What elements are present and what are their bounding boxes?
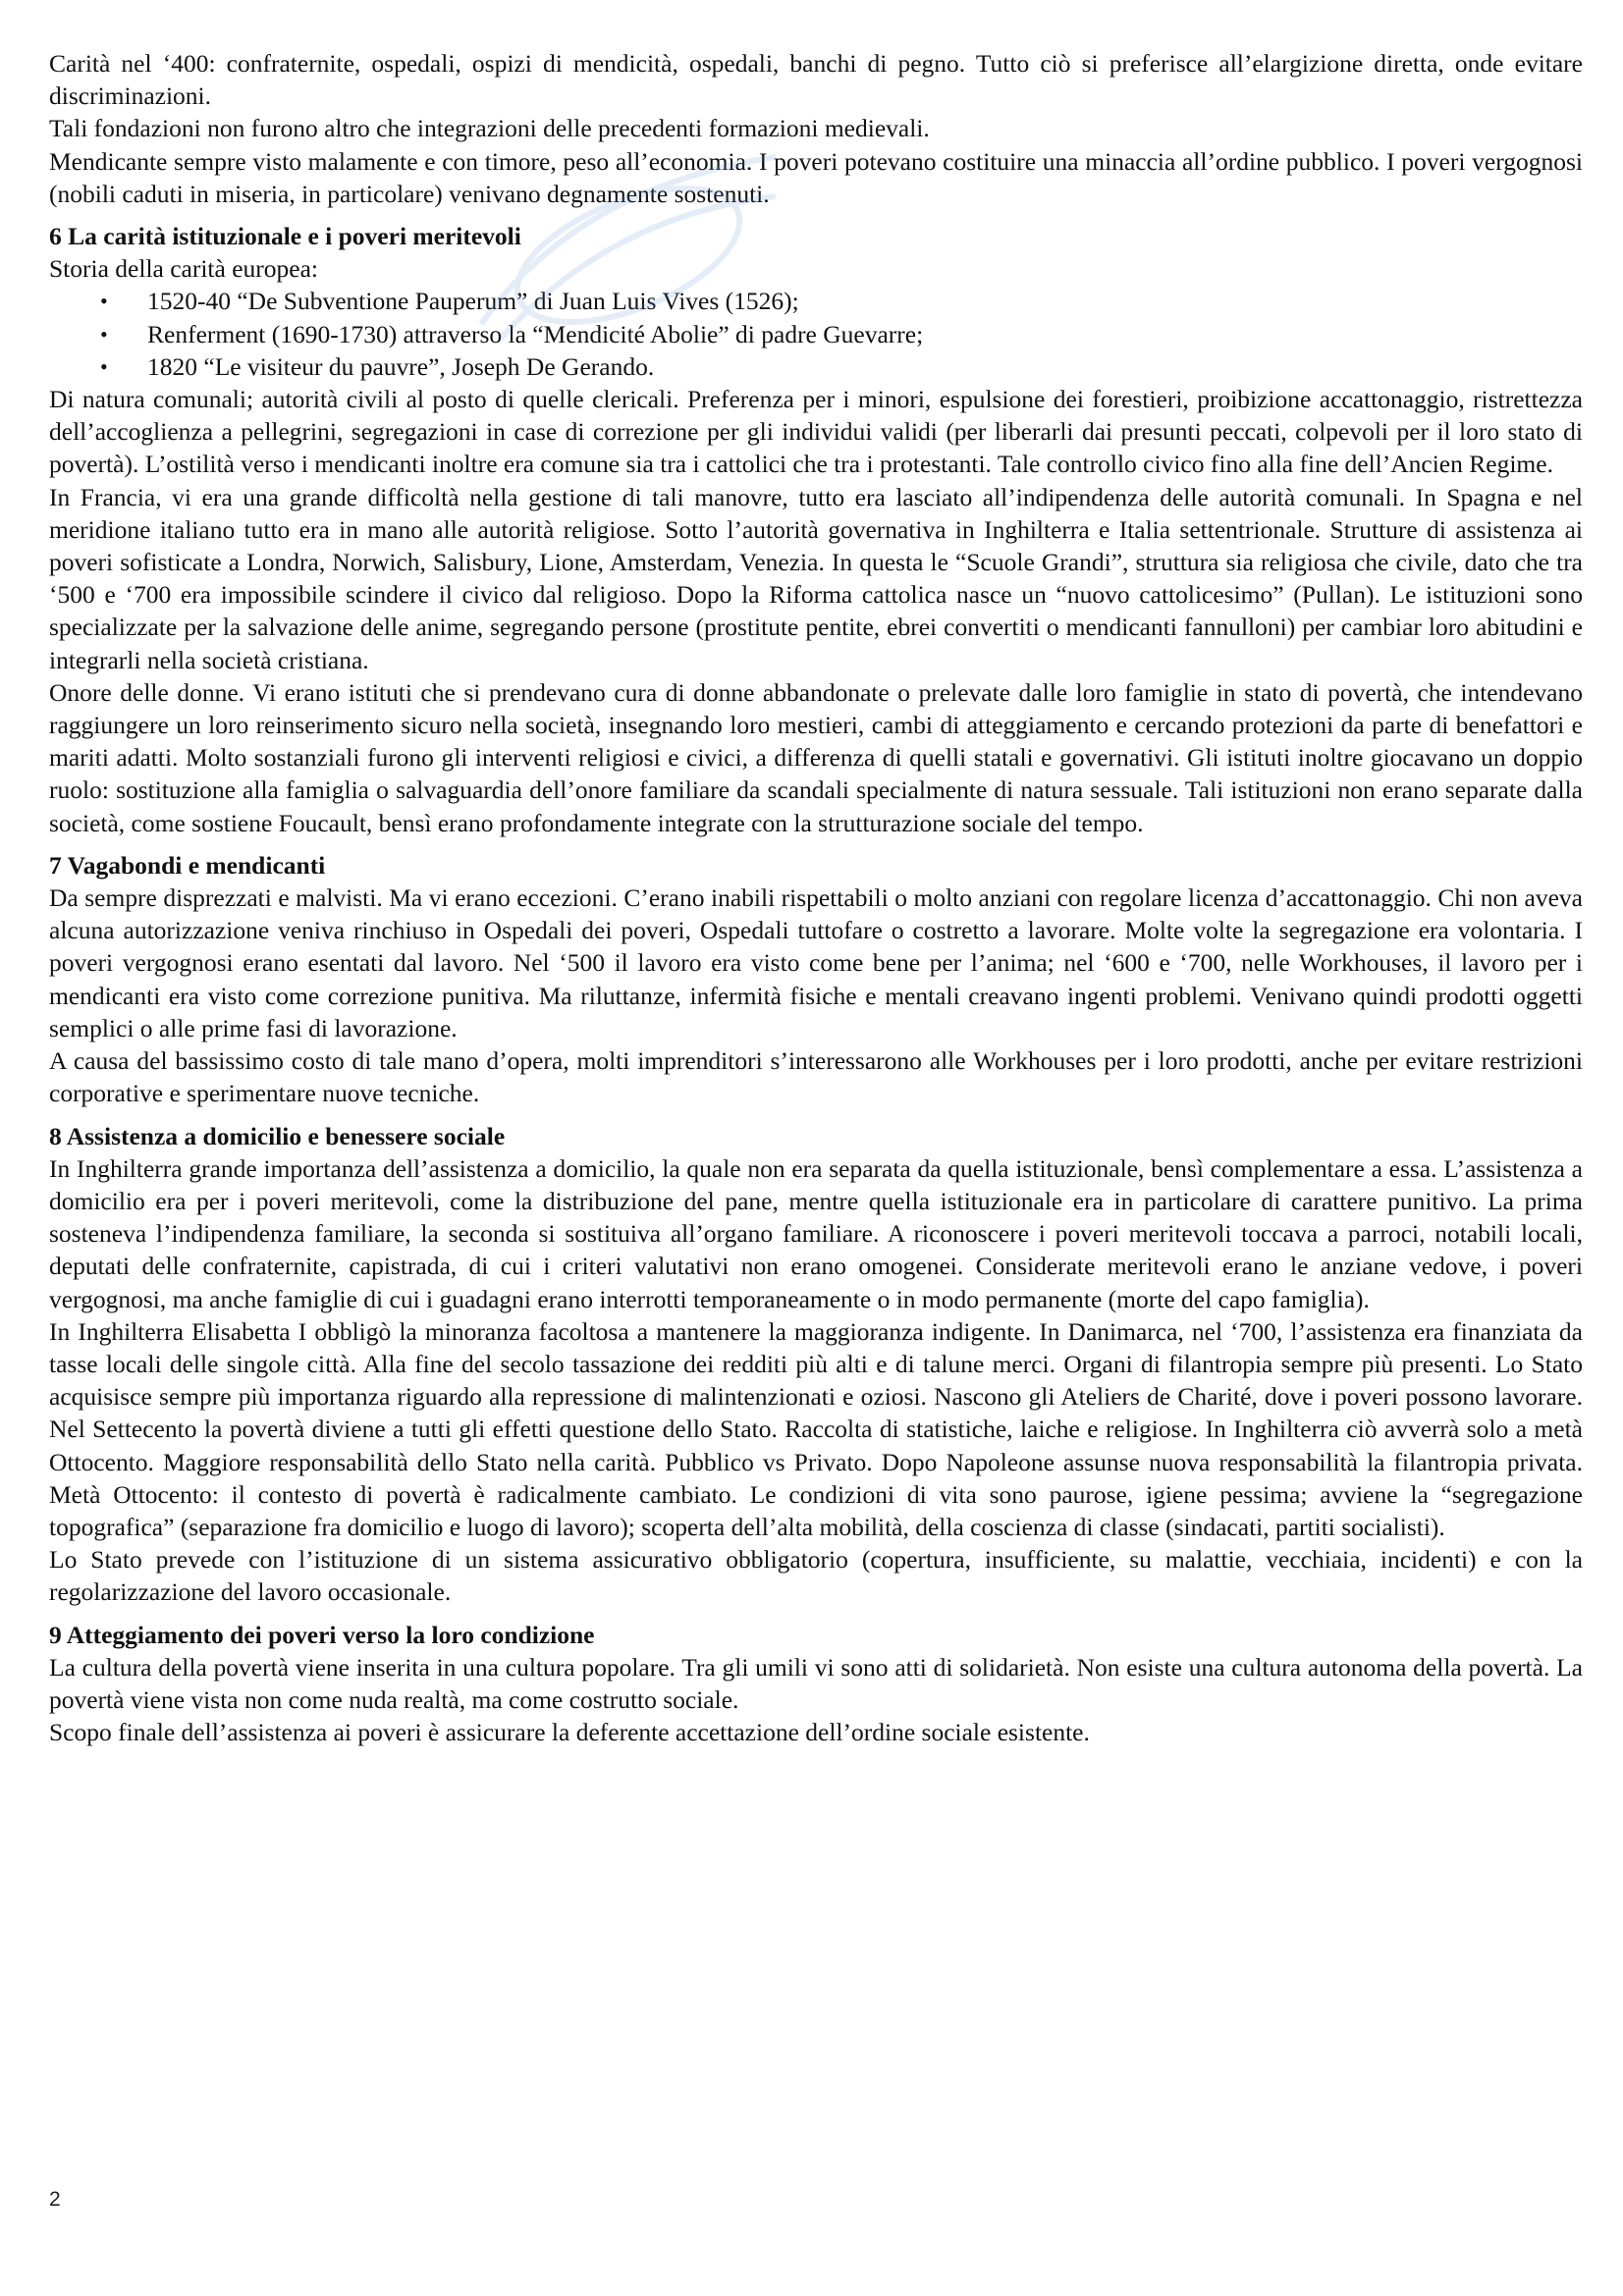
bullet-icon: • [100, 353, 108, 379]
list-item-text: 1820 “Le visiteur du pauvre”, Joseph De Gerando. [147, 351, 655, 381]
document-page [49, 47, 1583, 1748]
list-item-text: Renferment (1690-1730) attraverso la “Mendicité Abolie” di padre Guevarre; [147, 319, 924, 348]
section-9-heading: 9 Atteggiamento dei poveri verso la loro condizione [49, 1620, 595, 1649]
bullet-icon: • [100, 321, 108, 347]
page-number: 2 [49, 2188, 61, 2211]
list-item-text: 1520-40 “De Subventione Pauperum” di Juan Luis Vives (1526); [147, 287, 799, 316]
section-9-paragraph-1: La cultura della povertà viene inserita in una cultura popolare. Tra gli umili vi sono atti di solidarietà. Non esiste una cultura autonoma della povertà. La povertà viene vista non come nuda realtà, ma come costrutto sociale. [49, 1652, 1583, 1714]
section-8-paragraph-1: In Inghilterra grande importanza dell’assistenza a domicilio, la quale non era separata da quella istituzionale, bensì complementare a essa. L’assistenza a domicilio era per i poveri meritevoli, come la distribuzione del pane, mentre quella istituzionale era in particolare di carattere punitivo. La prima sosteneva l’indipendenza familiare, la seconda si sostituiva all’organo familiare. A riconoscere i poveri meritevoli toccava a parroci, notabili locali, deputati delle confraternite, capistrada, di cui i criteri valutativi non erano omogenei. Considerate meritevoli erano le anziane vedove, i poveri vergognosi, ma anche famiglie di cui i guadagni erano interrotti temporaneamente o in modo permanente (morte del capo famiglia). [49, 1153, 1583, 1313]
section-6-bullet-list [49, 285, 1583, 383]
list-item [49, 285, 1583, 317]
section-7-paragraph-1: Da sempre disprezzati e malvisti. Ma vi erano eccezioni. C’erano inabili rispettabili o molto anziani con regolare licenza d’accattonaggio. Chi non aveva alcuna autorizzazione veniva rinchiuso in Ospedali dei poveri, Ospedali tuttofare o costretto a lavorare. Molte volte la segregazione era volontaria. I poveri vergognosi erano esentati dal lavoro. Nel ‘500 il lavoro era visto come bene per l’anima; nel ‘600 e ‘700, nelle Workhouses, il lavoro per i mendicanti era visto come correzione punitiva. Ma riluttanze, infermità fisiche e mentali creavano ingenti problemi. Venivano quindi prodotti oggetti semplici o alle prime fasi di lavorazione. [49, 883, 1583, 1042]
section-7-paragraph-2: A causa del bassissimo costo di tale mano d’opera, molti imprenditori s’interessarono alle Workhouses per i loro prodotti, anche per evitare restrizioni corporative e sperimentare nuove tecniche. [49, 1046, 1583, 1108]
section-6-intro: Storia della carità europea: [49, 254, 318, 284]
bullet-icon: • [100, 289, 108, 314]
list-item [49, 318, 1583, 350]
section-6-paragraph-1: Di natura comunali; autorità civili al posto di quelle clericali. Preferenza per i minori, espulsione dei forestieri, proibizione accattonaggio, ristrettezza dell’accoglienza a pellegrini, segregazioni in case di correzione per gli individui validi (per liberarli dai presunti peccati, colpevoli per il loro stato di povertà). L’ostilità verso i mendicanti inoltre era comune sia tra i cattolici che tra i protestanti. Tale controllo civico fino alla fine dell’Ancien Regime. [49, 385, 1583, 479]
section-7-heading: 7 Vagabondi e mendicanti [49, 850, 326, 880]
section-9-paragraph-2: Scopo finale dell’assistenza ai poveri è assicurare la deferente accettazione dell’ordine sociale esistente. [49, 1718, 1090, 1747]
intro-paragraph-2: Tali fondazioni non furono altro che integrazioni delle precedenti formazioni medievali. [49, 114, 930, 143]
section-6-paragraph-2: In Francia, vi era una grande difficoltà nella gestione di tali manovre, tutto era lasciato all’indipendenza delle autorità comunali. In Spagna e nel meridione italiano tutto era in mano alle autorità religiose. Sotto l’autorità governativa in Inghilterra e Italia settentrionale. Strutture di assistenza ai poveri sofisticate a Londra, Norwich, Salisbury, Lione, Amsterdam, Venezia. In questa le “Scuole Grandi”, struttura sia religiosa che civile, dato che tra ‘500 e ‘700 era impossibile scindere il civico dal religioso. Dopo la Riforma cattolica nasce un “nuovo cattolicesimo” (Pullan). Le istituzioni sono specializzate per la salvazione delle anime, segregando persone (prostitute pentite, ebrei convertiti o mendicanti fannulloni) per cambiar loro abitudini e integrarli nella società cristiana. [49, 482, 1583, 674]
section-6-paragraph-3: Onore delle donne. Vi erano istituti che si prendevano cura di donne abbandonate o prelevate dalle loro famiglie in stato di povertà, che intendevano raggiungere un loro reinserimento sicuro nella società, insegnando loro mestieri, cambi di atteggiamento e cercando protezioni da parte di benefattori e mariti adatti. Molto sostanziali furono gli interventi religiosi e civici, a differenza di quelli statali e governativi. Gli istituti inoltre giocavano un doppio ruolo: sostituzione alla famiglia o salvaguardia dell’onore familiare da scandali specialmente di natura sessuale. Tali istituzioni non erano separate dalla società, come sostiene Foucault, bensì erano profondamente integrate con la strutturazione sociale del tempo. [49, 677, 1583, 837]
section-8-heading: 8 Assistenza a domicilio e benessere sociale [49, 1121, 506, 1150]
list-item [49, 350, 1583, 383]
section-8-paragraph-2: In Inghilterra Elisabetta I obbligò la minoranza facoltosa a mantenere la maggioranza indigente. In Danimarca, nel ‘700, l’assistenza era finanziata da tasse locali delle singole città. Alla fine del secolo tassazione dei redditi più alti e di talune merci. Organi di filantropia sempre più presenti. Lo Stato acquisisce sempre più importanza riguardo alla repressione di malintenzionati e oziosi. Nascono gli Ateliers de Charité, dove i poveri possono lavorare. Nel Settecento la povertà diviene a tutti gli effetti questione dello Stato. Raccolta di statistiche, laiche e religiose. In Inghilterra ciò avverrà solo a metà Ottocento. Maggiore responsabilità dello Stato nella carità. Pubblico vs Privato. Dopo Napoleone assunse nuova responsabilità la filantropia privata. Metà Ottocento: il contesto di povertà è radicalmente cambiato. Le condizioni di vita sono paurose, igiene pessima; avviene la “segregazione topografica” (separazione fra domicilio e luogo di lavoro); scoperta dell’alta mobilità, della coscienza di classe (sindacati, partiti socialisti). [49, 1316, 1583, 1541]
intro-paragraph-3: Mendicante sempre visto malamente e con timore, peso all’economia. I poveri potevano costituire una minaccia all’ordine pubblico. I poveri vergognosi (nobili caduti in miseria, in particolare) venivano degnamente sostenuti. [49, 146, 1583, 208]
section-8-paragraph-3: Lo Stato prevede con l’istituzione di un sistema assicurativo obbligatorio (copertura, insufficiente, su malattie, vecchiaia, incidenti) e con la regolarizzazione del lavoro occasionale. [49, 1545, 1583, 1607]
intro-paragraph-1: Carità nel ‘400: confraternite, ospedali, ospizi di mendicità, ospedali, banchi di pegno. Tutto ciò si preferisce all’elargizione diretta, onde evitare discriminazioni. [49, 49, 1583, 111]
section-6-heading: 6 La carità istituzionale e i poveri meritevoli [49, 222, 521, 251]
